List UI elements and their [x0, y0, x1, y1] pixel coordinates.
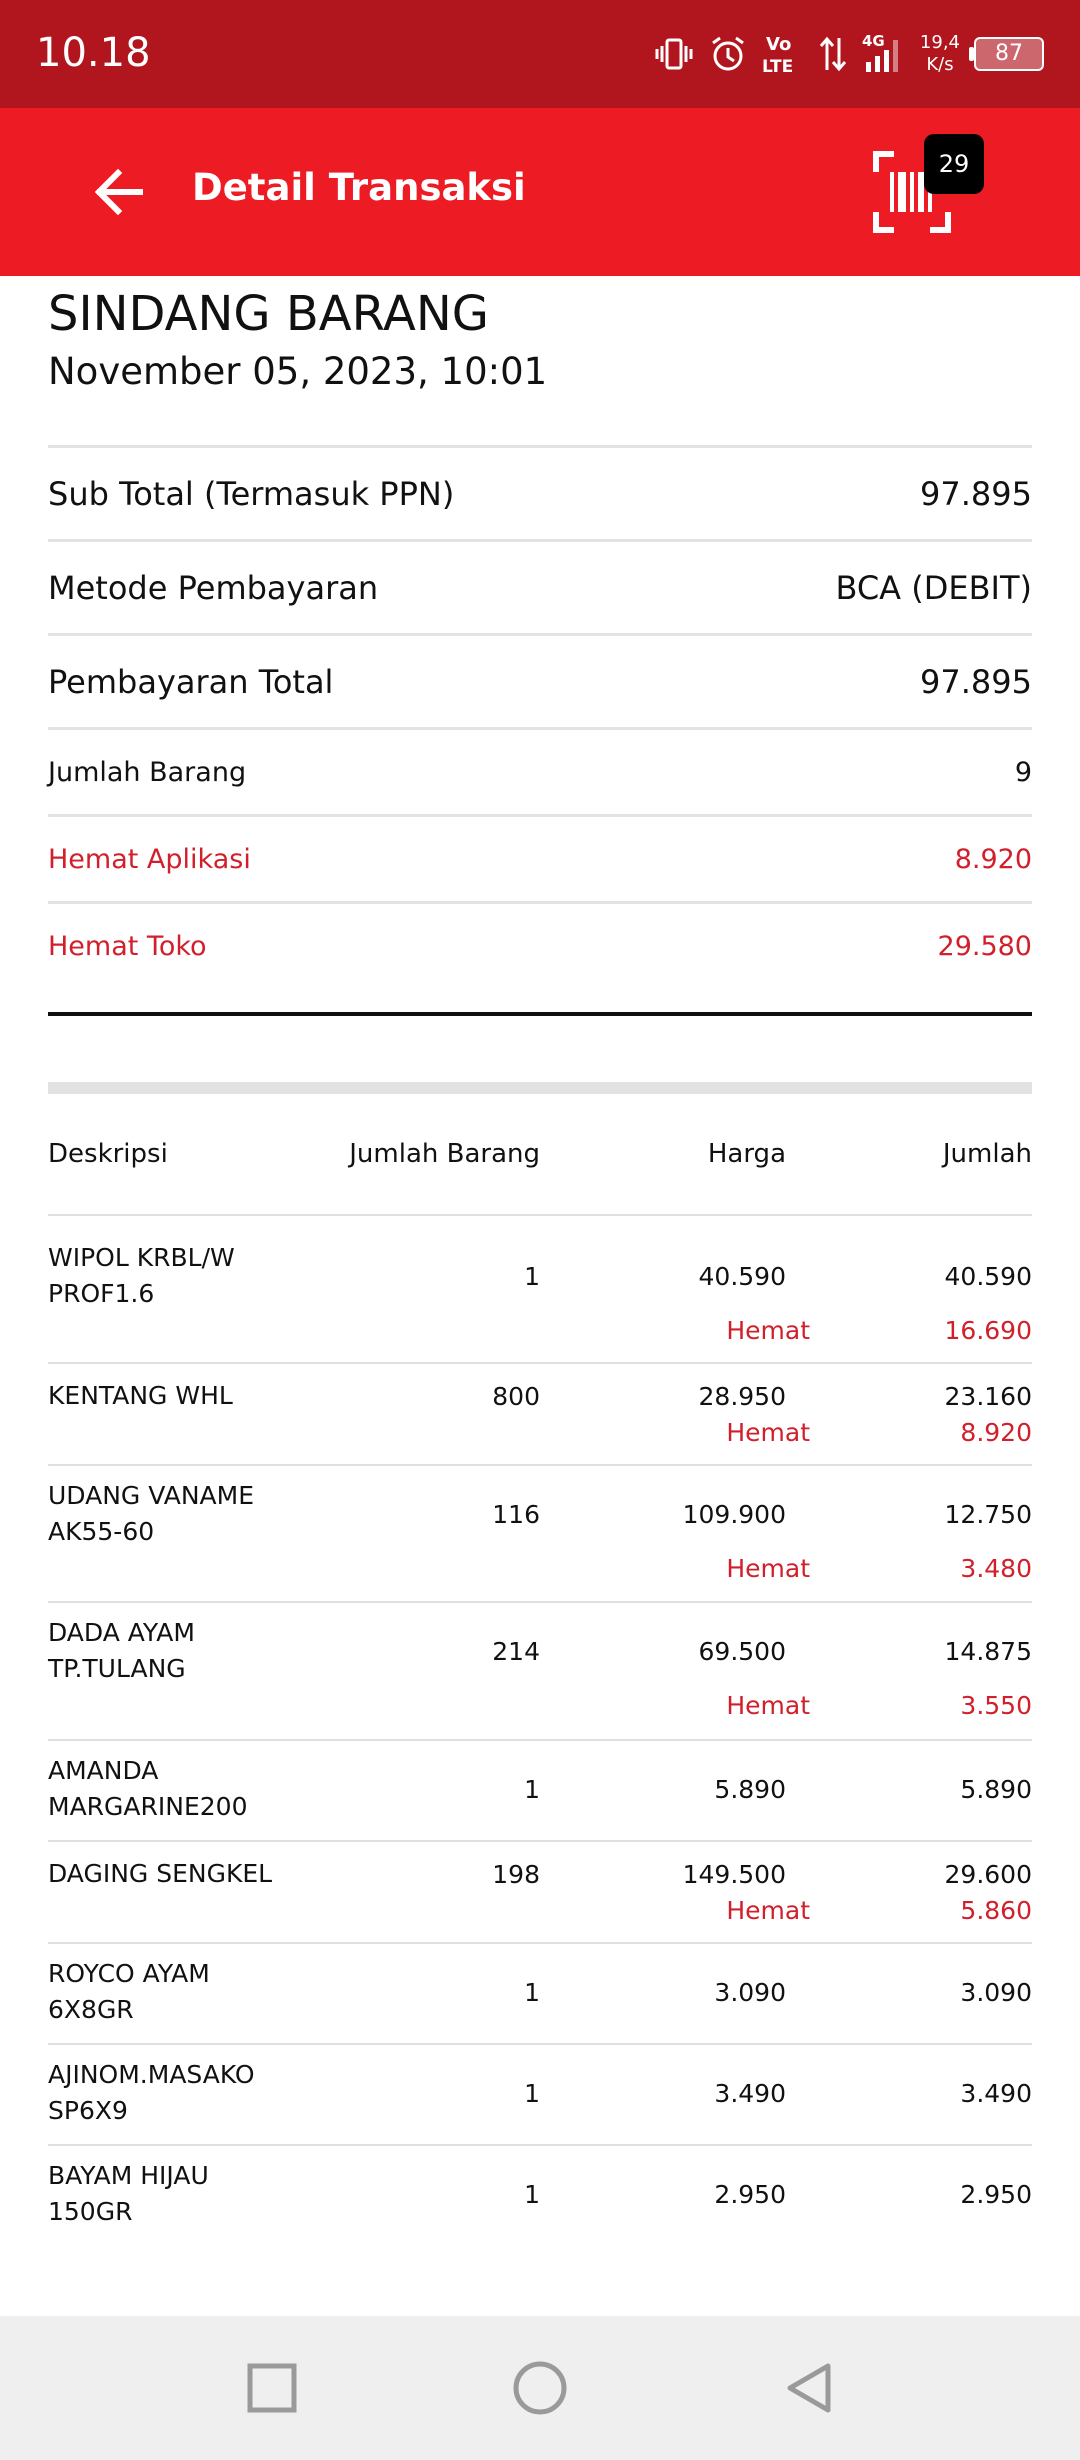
item-quantity: 116	[492, 1500, 540, 1529]
volte-icon	[762, 32, 804, 76]
item-quantity: 1	[524, 1775, 540, 1804]
vibrate-icon	[654, 34, 694, 74]
col-quantity: Jumlah Barang	[349, 1139, 540, 1169]
table-row	[48, 2043, 1032, 2144]
arrow-left-icon	[90, 162, 150, 222]
section-separator	[48, 1082, 1032, 1094]
store-savings-row	[48, 904, 1032, 988]
payment-method-row	[48, 542, 1032, 633]
item-description-line: AJINOM.MASAKO	[48, 2060, 255, 2089]
transaction-date: November 05, 2023, 10:01	[48, 350, 548, 393]
table-row	[48, 1214, 1032, 1362]
item-description-line: 150GR	[48, 2197, 133, 2226]
item-description-line: UDANG VANAME	[48, 1481, 255, 1510]
svg-text:Vo: Vo	[765, 34, 792, 55]
item-description-line: PROF1.6	[48, 1279, 155, 1308]
transaction-detail	[48, 276, 1032, 2245]
total-payment-row	[48, 636, 1032, 727]
item-description	[48, 2158, 308, 2230]
item-price: 28.950	[698, 1382, 786, 1411]
col-price: Harga	[707, 1139, 786, 1169]
item-total: 3.090	[960, 1978, 1032, 2007]
item-total: 40.590	[944, 1262, 1032, 1291]
item-description	[48, 1956, 308, 2028]
table-row	[48, 1840, 1032, 1942]
item-description-line: ROYCO AYAM	[48, 1959, 210, 1988]
table-row	[48, 1464, 1032, 1601]
item-quantity: 198	[492, 1860, 540, 1889]
subtotal-row	[48, 448, 1032, 539]
item-hemat-label: Hemat	[726, 1896, 810, 1925]
item-total: 12.750	[944, 1500, 1032, 1529]
alarm-icon	[708, 34, 748, 74]
system-nav-bar	[0, 2316, 1080, 2460]
item-description	[48, 1615, 308, 1687]
item-description-line: 6X8GR	[48, 1995, 134, 2024]
subtotal-value: 97.895	[920, 474, 1032, 513]
item-total: 2.950	[960, 2180, 1032, 2209]
item-price: 69.500	[698, 1637, 786, 1666]
item-count-value: 9	[1014, 756, 1032, 788]
store-savings-value: 29.580	[937, 930, 1032, 962]
item-hemat-label: Hemat	[726, 1316, 810, 1345]
signal-4g-icon	[862, 32, 906, 76]
item-description	[48, 1753, 308, 1825]
battery-icon	[974, 37, 1044, 71]
item-description-line: MARGARINE200	[48, 1792, 248, 1821]
status-bar	[0, 0, 1080, 108]
battery-level: 87	[995, 41, 1023, 66]
net-speed-unit: K/s	[926, 54, 954, 75]
item-total: 3.490	[960, 2079, 1032, 2108]
item-count-label: Jumlah Barang	[48, 756, 247, 788]
subtotal-label: Sub Total (Termasuk PPN)	[48, 474, 455, 513]
col-amount: Jumlah	[942, 1139, 1032, 1169]
item-description	[48, 1856, 308, 1892]
item-description-line: KENTANG WHL	[48, 1381, 233, 1410]
item-description	[48, 1478, 308, 1550]
table-row	[48, 1601, 1032, 1739]
summary-end-divider	[48, 1012, 1032, 1016]
payment-method-label: Metode Pembayaran	[48, 568, 379, 607]
back-triangle-icon[interactable]	[782, 2360, 838, 2416]
recents-square-icon[interactable]	[244, 2360, 300, 2416]
item-hemat-value: 3.550	[960, 1691, 1032, 1720]
app-bar	[0, 108, 1080, 276]
item-total: 5.890	[960, 1775, 1032, 1804]
app-savings-value: 8.920	[954, 843, 1032, 875]
item-total: 14.875	[944, 1637, 1032, 1666]
table-header	[48, 1094, 1032, 1214]
page-title: Detail Transaksi	[192, 166, 526, 209]
item-count-row	[48, 730, 1032, 814]
table-row	[48, 1739, 1032, 1840]
app-savings-row	[48, 817, 1032, 901]
item-hemat-value: 3.480	[960, 1554, 1032, 1583]
item-price: 109.900	[682, 1500, 786, 1529]
item-price: 3.490	[714, 2079, 786, 2108]
item-quantity: 1	[524, 1262, 540, 1291]
store-name: SINDANG BARANG	[48, 286, 489, 342]
item-quantity: 800	[492, 1382, 540, 1411]
item-quantity: 1	[524, 2079, 540, 2108]
payment-method-value: BCA (DEBIT)	[835, 568, 1032, 607]
data-arrows-icon	[818, 34, 848, 74]
app-savings-label: Hemat Aplikasi	[48, 843, 251, 875]
item-quantity: 214	[492, 1637, 540, 1666]
notification-badge: 29	[924, 134, 984, 194]
col-description: Deskripsi	[48, 1139, 168, 1169]
net-speed	[920, 32, 960, 76]
item-price: 40.590	[698, 1262, 786, 1291]
item-hemat-value: 5.860	[960, 1896, 1032, 1925]
total-payment-value: 97.895	[920, 662, 1032, 701]
item-description-line: WIPOL KRBL/W	[48, 1243, 235, 1272]
item-price: 149.500	[682, 1860, 786, 1889]
item-description-line: AMANDA	[48, 1756, 159, 1785]
item-hemat-label: Hemat	[726, 1691, 810, 1720]
total-payment-label: Pembayaran Total	[48, 662, 334, 701]
item-price: 2.950	[714, 2180, 786, 2209]
item-price: 5.890	[714, 1775, 786, 1804]
store-savings-label: Hemat Toko	[48, 930, 207, 962]
item-description	[48, 1378, 308, 1414]
status-time: 10.18	[36, 30, 151, 76]
item-hemat-value: 16.690	[944, 1316, 1032, 1345]
item-total: 29.600	[944, 1860, 1032, 1889]
table-row	[48, 1942, 1032, 2043]
item-total: 23.160	[944, 1382, 1032, 1411]
item-quantity: 1	[524, 2180, 540, 2209]
item-description-line: AK55-60	[48, 1517, 155, 1546]
item-price: 3.090	[714, 1978, 786, 2007]
svg-text:4G: 4G	[861, 32, 885, 50]
item-hemat-value: 8.920	[960, 1418, 1032, 1447]
item-description	[48, 1240, 308, 1312]
item-description-line: BAYAM HIJAU	[48, 2161, 209, 2190]
table-row	[48, 2144, 1032, 2245]
svg-text:LTE: LTE	[761, 57, 794, 76]
item-hemat-label: Hemat	[726, 1418, 810, 1447]
item-description-line: SP6X9	[48, 2096, 128, 2125]
home-circle-icon[interactable]	[512, 2360, 568, 2416]
item-description-line: TP.TULANG	[48, 1654, 186, 1683]
back-button[interactable]	[90, 162, 150, 222]
table-row	[48, 1362, 1032, 1464]
item-description-line: DAGING SENGKEL	[48, 1859, 273, 1888]
net-speed-value: 19,4	[919, 32, 960, 53]
item-description	[48, 2057, 308, 2129]
item-quantity: 1	[524, 1978, 540, 2007]
item-description-line: DADA AYAM	[48, 1618, 195, 1647]
item-hemat-label: Hemat	[726, 1554, 810, 1583]
